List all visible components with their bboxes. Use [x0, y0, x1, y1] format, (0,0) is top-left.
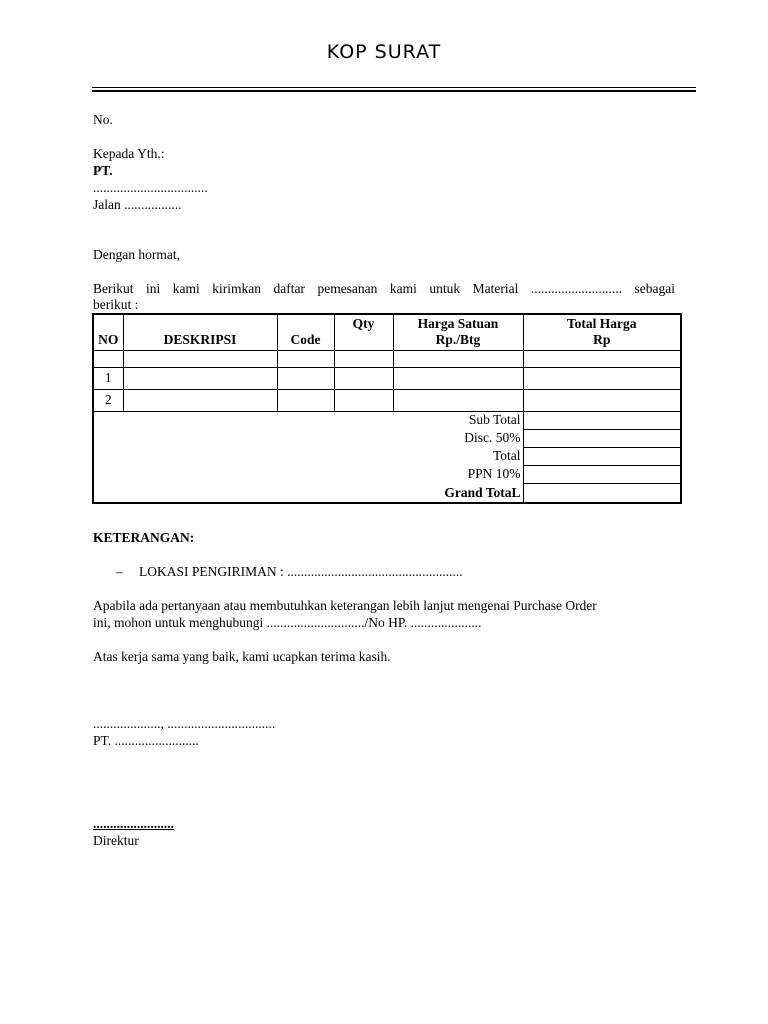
contact-line-2: ini, mohon untuk menghubungi ............................./No HP. ..................... [93, 615, 482, 630]
col-header-total [523, 314, 681, 350]
total-value [523, 447, 681, 465]
grand-total-value [523, 483, 681, 503]
letterhead-rule-bottom [92, 90, 696, 92]
spacer-cell [523, 350, 681, 367]
contact-line-1: Apabila ada pertanyaan atau membutuhkan keterangan lebih lanjut mengenai Purchase Order [93, 598, 597, 613]
row-total [523, 367, 681, 389]
delivery-location: LOKASI PENGIRIMAN : .................................................... [139, 564, 463, 579]
place-date: ...................., ................................ [93, 716, 276, 731]
col-header-unit-price [393, 314, 523, 350]
signatory-name: ........................ [93, 816, 174, 831]
letter-number: No. [93, 112, 113, 127]
summary-row-grand-total [93, 483, 681, 503]
table-row [93, 367, 681, 389]
col-header-unit-price-line2: Rp./Btg [435, 332, 481, 348]
col-header-description: DESKRIPSI [123, 314, 277, 350]
spacer-cell [123, 350, 277, 367]
letterhead-title: KOP SURAT [326, 41, 442, 63]
col-header-total-line2: Rp [593, 332, 611, 348]
spacer-cell [393, 350, 523, 367]
col-header-qty: Qty [334, 314, 393, 350]
order-table [92, 313, 682, 504]
signature-company: PT. ......................... [93, 733, 199, 748]
closing-sentence: Atas kerja sama yang baik, kami ucapkan terima kasih. [93, 649, 391, 664]
letterhead-rule-top [92, 87, 696, 88]
discount-label: Disc. 50% [93, 429, 523, 447]
col-header-total-line1: Total Harga [566, 316, 637, 332]
row-no: 1 [93, 367, 123, 389]
table-row [93, 389, 681, 411]
subtotal-value [523, 411, 681, 429]
summary-row-total [93, 447, 681, 465]
row-description [123, 367, 277, 389]
greeting: Dengan hormat, [93, 247, 180, 262]
summary-row-tax [93, 465, 681, 483]
col-header-no: NO [93, 314, 123, 350]
row-no: 2 [93, 389, 123, 411]
col-header-unit-price-line1: Harga Satuan [417, 316, 499, 332]
total-label: Total [93, 447, 523, 465]
table-header-row [93, 314, 681, 350]
row-code [277, 389, 334, 411]
recipient-company-dots: .................................. [93, 180, 208, 195]
tax-label: PPN 10% [93, 465, 523, 483]
spacer-cell [334, 350, 393, 367]
recipient-label: Kepada Yth.: [93, 146, 165, 161]
intro-line-2: berikut : [93, 297, 139, 312]
row-unit-price [393, 389, 523, 411]
grand-total-label: Grand TotaL [93, 483, 523, 503]
col-header-code: Code [277, 314, 334, 350]
row-qty [334, 367, 393, 389]
notes-heading: KETERANGAN: [93, 530, 195, 545]
subtotal-label: Sub Total [93, 411, 523, 429]
recipient-street: Jalan ................. [93, 197, 182, 212]
discount-value [523, 429, 681, 447]
row-total [523, 389, 681, 411]
spacer-cell [277, 350, 334, 367]
bullet-marker: – [116, 564, 123, 579]
summary-row-subtotal [93, 411, 681, 429]
signatory-position: Direktur [93, 833, 139, 848]
summary-row-discount [93, 429, 681, 447]
row-qty [334, 389, 393, 411]
table-spacer-row [93, 350, 681, 367]
row-unit-price [393, 367, 523, 389]
row-description [123, 389, 277, 411]
recipient-company-label: PT. [93, 163, 113, 178]
spacer-cell [93, 350, 123, 367]
row-code [277, 367, 334, 389]
tax-value [523, 465, 681, 483]
intro-line-1: Berikut ini kami kirimkan daftar pemesanan kami untuk Material ........................... sebagai [93, 281, 675, 296]
